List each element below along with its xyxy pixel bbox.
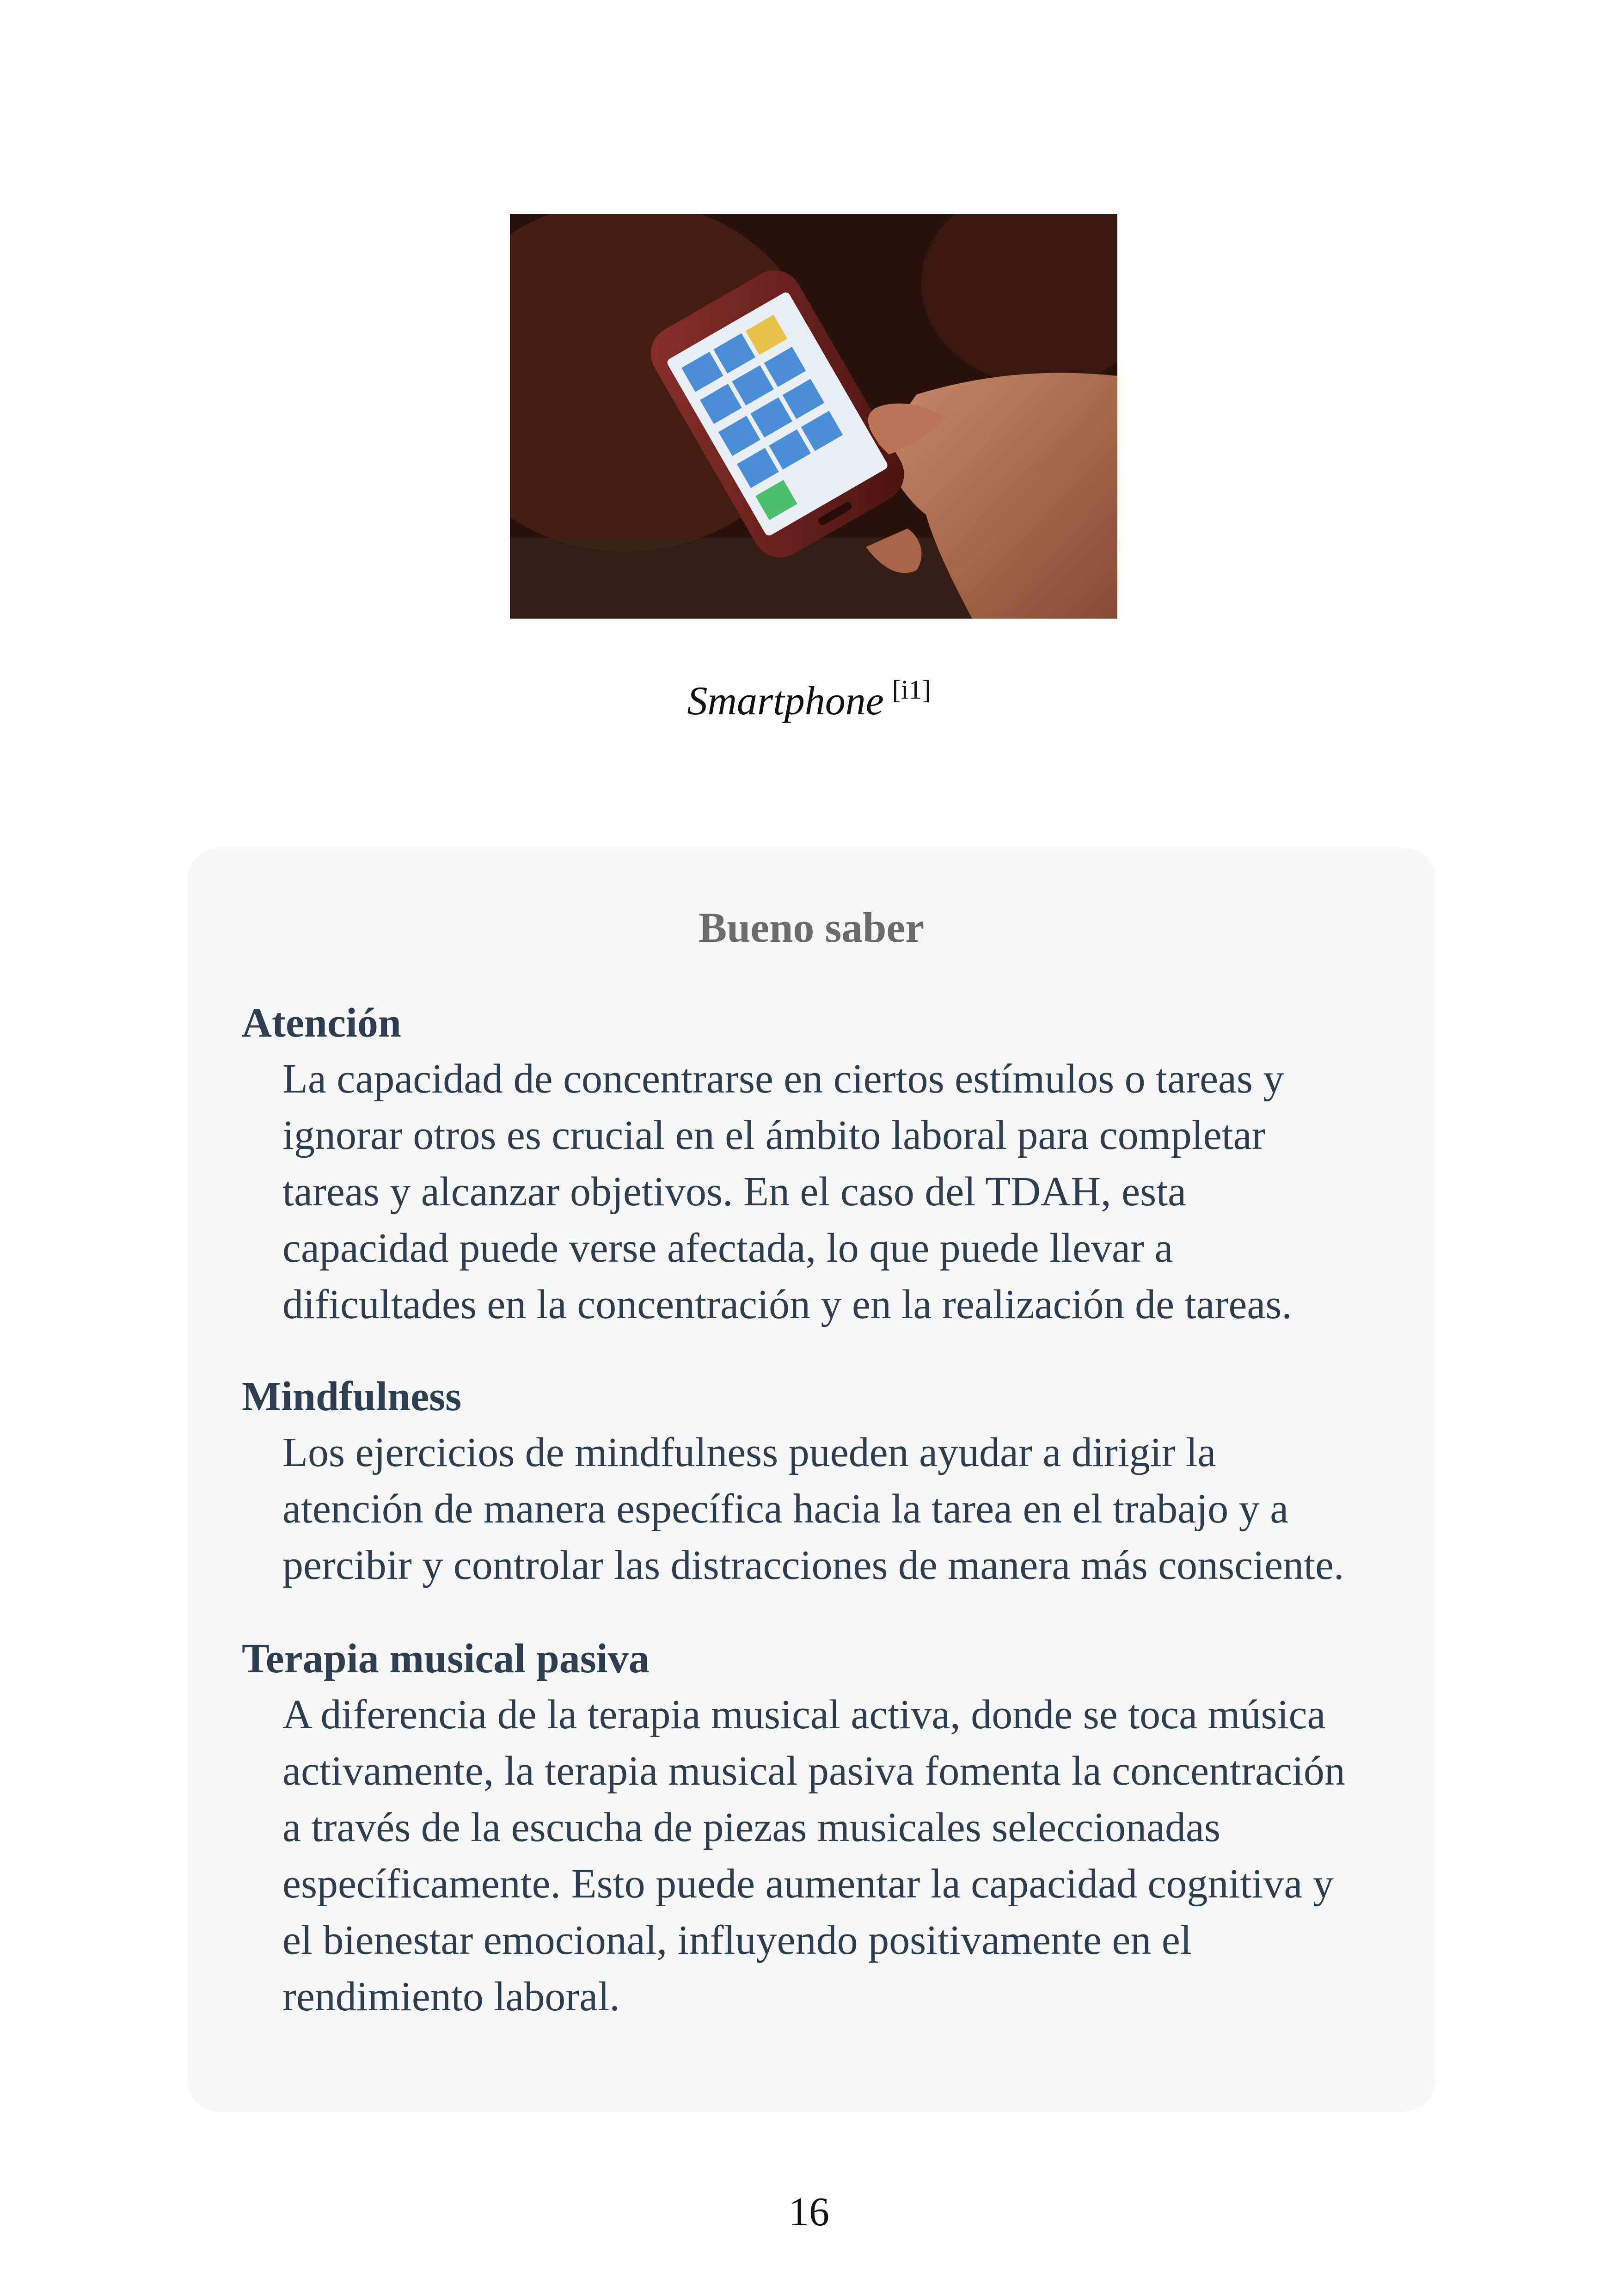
- body-line: el bienestar emocional, influyendo positivamente en el: [282, 1917, 1192, 1963]
- body-line: atención de manera específica hacia la tarea en el trabajo y a: [282, 1486, 1289, 1532]
- section-body: [242, 1687, 1407, 2025]
- section-heading: Atención: [242, 1000, 401, 1046]
- body-line: específicamente. Esto puede aumentar la capacidad cognitiva y: [282, 1861, 1334, 1907]
- section-body: [242, 1051, 1407, 1333]
- body-line: percibir y controlar las distracciones de manera más consciente.: [282, 1542, 1344, 1588]
- section-terapia-musical: [242, 1631, 1407, 2025]
- section-body: [242, 1424, 1407, 1594]
- section-heading: Terapia musical pasiva: [242, 1636, 650, 1682]
- info-box-title: Bueno saber: [698, 904, 925, 951]
- body-line: ignorar otros es crucial en el ámbito laboral para completar: [282, 1112, 1266, 1158]
- caption-reference: [i1]: [892, 675, 931, 705]
- body-line: A diferencia de la terapia musical activa, donde se toca música: [282, 1692, 1326, 1737]
- body-line: dificultades en la concentración y en la realización de tareas.: [282, 1282, 1292, 1327]
- body-line: activamente, la terapia musical pasiva fomenta la concentración: [282, 1748, 1345, 1794]
- page-number: 16: [789, 2190, 829, 2235]
- section-mindfulness: [242, 1369, 1407, 1594]
- body-line: tareas y alcanzar objetivos. En el caso del TDAH, esta: [282, 1169, 1187, 1215]
- body-line: capacidad puede verse afectada, lo que puede llevar a: [282, 1225, 1173, 1271]
- smartphone-photo: [510, 214, 1117, 619]
- body-line: rendimiento laboral.: [282, 1974, 620, 2020]
- figure-caption: [0, 662, 1618, 729]
- body-line: La capacidad de concentrarse en ciertos estímulos o tareas y: [282, 1056, 1284, 1102]
- info-box: [187, 847, 1435, 2112]
- section-atencion: [242, 995, 1407, 1333]
- section-heading: Mindfulness: [242, 1374, 462, 1419]
- smartphone-illustration: [510, 214, 1117, 619]
- body-line: a través de la escucha de piezas musicales seleccionadas: [282, 1805, 1220, 1850]
- body-line: Los ejercicios de mindfulness pueden ayudar a dirigir la: [282, 1430, 1216, 1475]
- caption-text: Smartphone: [687, 679, 884, 724]
